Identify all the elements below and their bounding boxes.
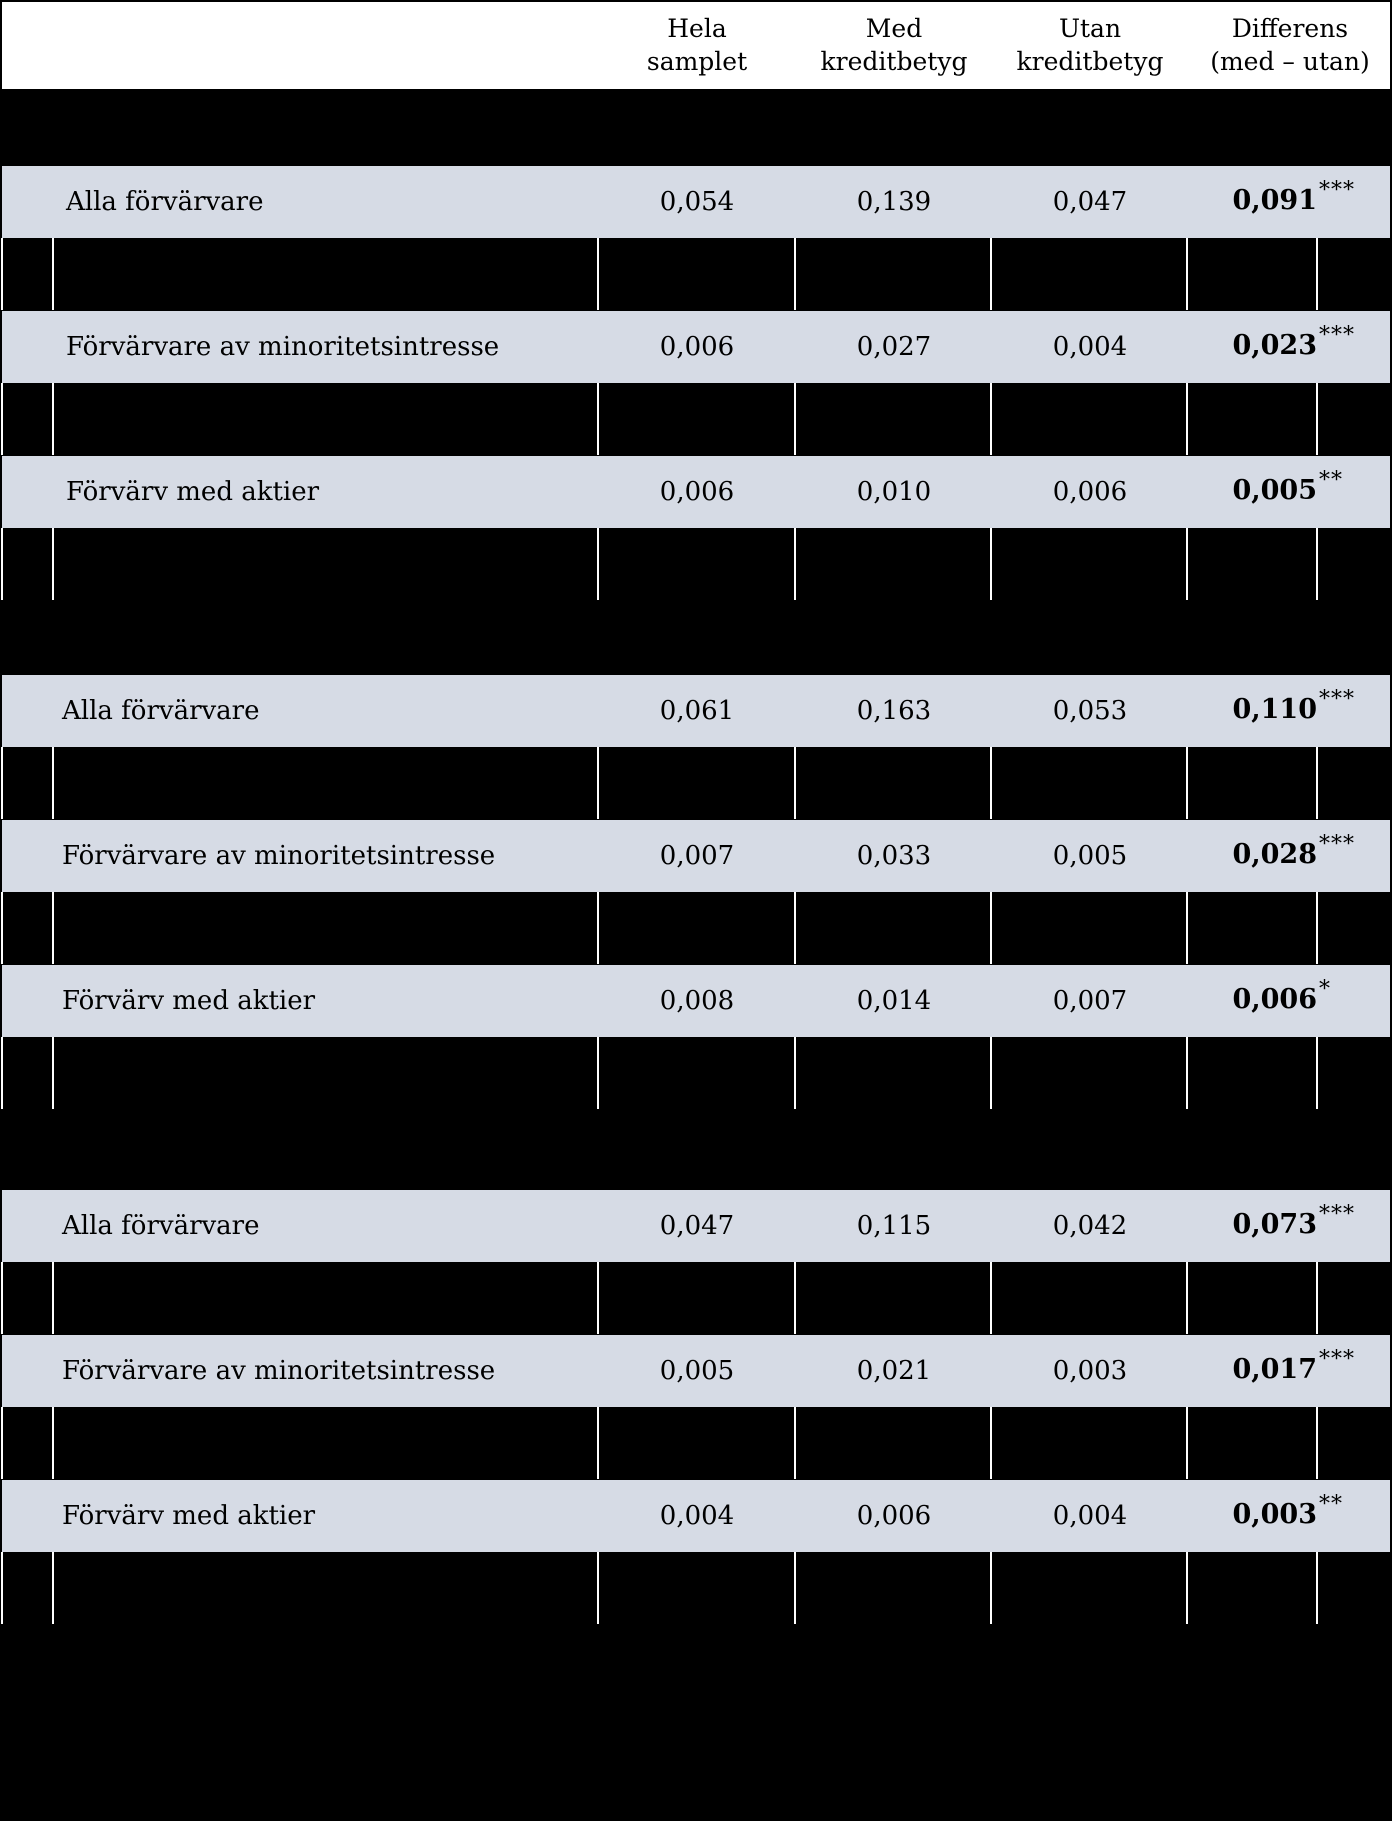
value-utan-kreditbetyg: 0,047 [1052,187,1128,217]
value-utan-kreditbetyg: 0,007 [1052,986,1128,1016]
table-border [1,238,3,310]
column-divider [794,1407,796,1479]
column-divider [597,1552,599,1624]
column-divider [1316,1037,1318,1109]
column-divider [1186,383,1188,455]
significance-stars: *** [1319,323,1355,348]
table-row [2,456,1390,528]
value-hela-samplet: 0,007 [659,841,735,871]
value-med-kreditbetyg: 0,010 [856,477,932,507]
column-divider [52,1407,54,1479]
column-divider [1316,892,1318,964]
column-divider [794,892,796,964]
header-differens: Differens (med – utan) [1210,14,1370,76]
table-row [2,1190,1390,1262]
column-divider [52,1037,54,1109]
column-divider [794,383,796,455]
table-border [1,1037,3,1109]
header-hela-samplet: Hela samplet [646,14,748,76]
column-divider [794,747,796,819]
value-hela-samplet: 0,005 [659,1356,735,1386]
column-divider [794,1552,796,1624]
column-divider [52,1552,54,1624]
column-divider [990,383,992,455]
value-med-kreditbetyg: 0,139 [856,187,932,217]
value-hela-samplet: 0,008 [659,986,735,1016]
table-row [2,965,1390,1037]
table-header [2,2,1390,89]
significance-stars: * [1319,977,1331,1002]
value-hela-samplet: 0,006 [659,332,735,362]
column-divider [990,1552,992,1624]
column-divider [1186,892,1188,964]
column-divider [990,528,992,600]
column-divider [597,238,599,310]
column-divider [1316,1552,1318,1624]
value-hela-samplet: 0,006 [659,477,735,507]
column-divider [1316,1262,1318,1334]
row-label: Förvärv med aktier [62,1501,316,1531]
value-utan-kreditbetyg: 0,004 [1052,1501,1128,1531]
column-divider [52,528,54,600]
column-divider [990,238,992,310]
column-divider [794,1262,796,1334]
column-divider [990,747,992,819]
table-border [1,528,3,600]
column-divider [1186,1037,1188,1109]
table-border [1,1407,3,1479]
header-med-kreditbetyg: Med kreditbetyg [820,14,968,76]
value-differens: 0,005 [1232,475,1317,506]
value-utan-kreditbetyg: 0,005 [1052,841,1128,871]
value-differens: 0,028 [1232,839,1317,870]
significance-stars: ** [1319,1492,1343,1517]
table-row [2,1480,1390,1552]
column-divider [1186,528,1188,600]
value-utan-kreditbetyg: 0,053 [1052,696,1128,726]
significance-stars: *** [1319,832,1355,857]
value-med-kreditbetyg: 0,163 [856,696,932,726]
table-border [1,747,3,819]
column-divider [1186,1262,1188,1334]
row-label: Förvärv med aktier [62,986,316,1016]
table-border [1,892,3,964]
table-border [1,383,3,455]
value-differens: 0,091 [1232,185,1317,216]
value-utan-kreditbetyg: 0,042 [1052,1211,1128,1241]
value-hela-samplet: 0,004 [659,1501,735,1531]
row-label: Förvärvare av minoritetsintresse [62,1356,496,1386]
row-label: Alla förvärvare [62,1211,260,1241]
value-hela-samplet: 0,054 [659,187,735,217]
value-med-kreditbetyg: 0,021 [856,1356,932,1386]
column-divider [990,892,992,964]
significance-stars: *** [1319,687,1355,712]
column-divider [597,383,599,455]
row-label: Förvärv med aktier [66,477,320,507]
column-divider [1316,747,1318,819]
column-divider [52,1262,54,1334]
value-differens: 0,017 [1232,1354,1317,1385]
header-utan-kreditbetyg: Utan kreditbetyg [1016,14,1164,76]
column-divider [597,1407,599,1479]
column-divider [1186,1552,1188,1624]
column-divider [597,892,599,964]
column-divider [1186,747,1188,819]
column-divider [1316,238,1318,310]
column-divider [794,1037,796,1109]
value-utan-kreditbetyg: 0,003 [1052,1356,1128,1386]
value-differens: 0,110 [1232,694,1317,725]
column-divider [794,238,796,310]
column-divider [52,238,54,310]
table-row [2,675,1390,747]
row-label: Förvärvare av minoritetsintresse [62,841,496,871]
significance-stars: *** [1319,178,1355,203]
table-border [1,1262,3,1334]
value-med-kreditbetyg: 0,115 [856,1211,932,1241]
column-divider [52,747,54,819]
column-divider [597,1262,599,1334]
value-differens: 0,003 [1232,1499,1317,1530]
value-med-kreditbetyg: 0,033 [856,841,932,871]
significance-stars: *** [1319,1202,1355,1227]
value-med-kreditbetyg: 0,006 [856,1501,932,1531]
row-label: Alla förvärvare [66,187,264,217]
value-hela-samplet: 0,047 [659,1211,735,1241]
row-label: Förvärvare av minoritetsintresse [66,332,500,362]
table-row [2,311,1390,383]
value-differens: 0,006 [1232,984,1317,1015]
column-divider [794,528,796,600]
column-divider [52,383,54,455]
value-utan-kreditbetyg: 0,006 [1052,477,1128,507]
significance-stars: *** [1319,1347,1355,1372]
column-divider [597,528,599,600]
table-row [2,820,1390,892]
column-divider [1316,1407,1318,1479]
table-row [2,1335,1390,1407]
value-med-kreditbetyg: 0,014 [856,986,932,1016]
column-divider [1186,1407,1188,1479]
column-divider [597,1037,599,1109]
significance-stars: ** [1319,468,1343,493]
value-differens: 0,023 [1232,330,1317,361]
value-differens: 0,073 [1232,1209,1317,1240]
table-row [2,166,1390,238]
column-divider [990,1407,992,1479]
column-divider [1316,383,1318,455]
value-utan-kreditbetyg: 0,004 [1052,332,1128,362]
column-divider [52,892,54,964]
column-divider [990,1037,992,1109]
column-divider [1186,238,1188,310]
column-divider [990,1262,992,1334]
table-border [1,1552,3,1624]
column-divider [1316,528,1318,600]
row-label: Alla förvärvare [62,696,260,726]
column-divider [597,747,599,819]
value-hela-samplet: 0,061 [659,696,735,726]
value-med-kreditbetyg: 0,027 [856,332,932,362]
